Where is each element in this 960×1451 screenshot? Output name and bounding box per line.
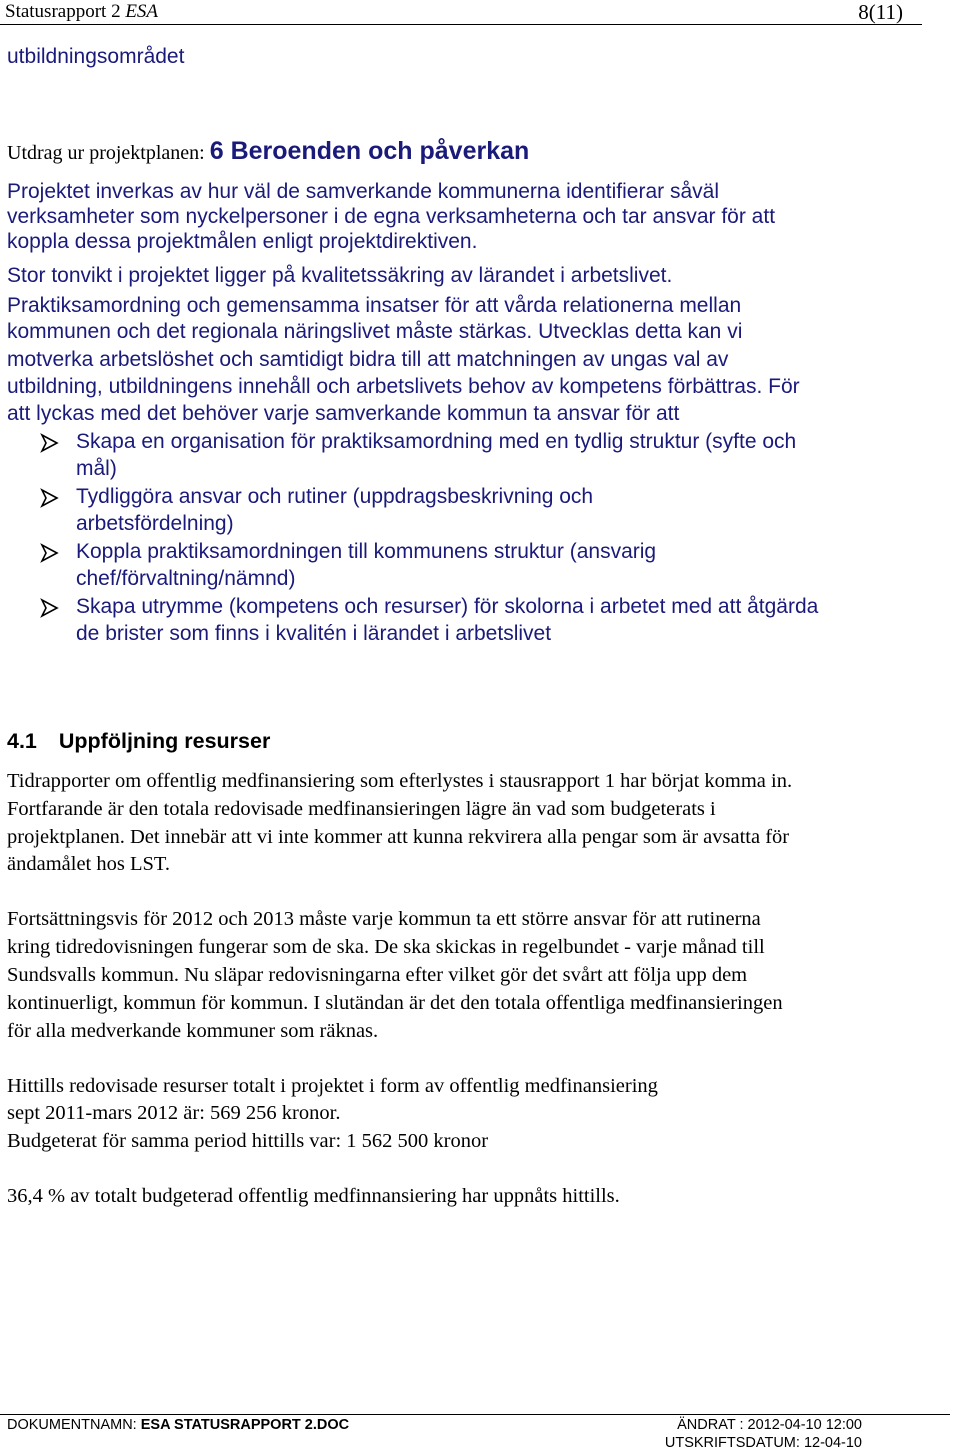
footer-docname-label: DOKUMENTNAMN: — [7, 1417, 141, 1433]
excerpt-para1-line: verksamheter som nyckelpersoner i de egna verksamheterna och tar ansvar för att — [7, 205, 776, 228]
body-para2-line: kontinuerligt, kommun för kommun. I slutändan är det den totala offentliga medfinansieringen — [7, 992, 783, 1014]
section-number: 4.1 — [7, 729, 37, 753]
bullet-item-line: arbetsfördelning) — [76, 512, 234, 535]
body-para2-line: Sundsvalls kommun. Nu släpar redovisningarna efter vilket gör det svårt att följa upp dem — [7, 964, 748, 986]
section-title: Uppföljning resurser — [58, 729, 271, 753]
bullet-item-line: Tydliggöra ansvar och rutiner (uppdragsbeskrivning och — [76, 485, 594, 508]
footer-changed: ÄNDRAT : 2012-04-10 12:00 — [677, 1417, 862, 1433]
body-para2-line: kring tidredovisningen fungerar som de ska. De ska skickas in regelbundet - varje månad till — [7, 936, 765, 958]
excerpt-lead: Utdrag ur projektplanen: — [7, 142, 210, 164]
excerpt-para2-line: kommunen och det regionala näringslivet måste stärkas. Utvecklas detta kan vi — [7, 320, 743, 343]
footer-docname — [7, 1417, 349, 1433]
intro-word: utbildningsområdet — [7, 45, 185, 68]
bullet-item-line: mål) — [76, 457, 117, 480]
body-para3-line: Budgeterat för samma period hittills var: 1 562 500 kronor — [7, 1130, 489, 1152]
footer-printed: UTSKRIFTSDATUM: 12-04-10 — [664, 1435, 862, 1451]
bullet-item-line: chef/förvaltning/nämnd) — [76, 567, 296, 590]
arrowhead-bullet-icon — [40, 488, 60, 508]
header-title-prefix: Statusrapport 2 — [5, 1, 126, 22]
header-title-italic: ESA — [125, 1, 159, 22]
footer-divider — [0, 1414, 950, 1415]
excerpt-para2-line: motverka arbetslöshet och samtidigt bidra till att matchningen av ungas val av — [7, 348, 729, 371]
excerpt-para1-line: koppla dessa projektmålen enligt projektdirektiven. — [7, 230, 478, 253]
body-para4-line: 36,4 % av totalt budgeterad offentlig medfinnansiering har uppnåts hittills. — [7, 1185, 620, 1207]
body-para1-line: Fortfarande är den totala redovisade medfinansieringen lägre än vad som budgeterats i — [7, 798, 716, 820]
excerpt-para2-line: Praktiksamordning och gemensamma insatser för att vårda relationerna mellan — [7, 294, 742, 317]
excerpt-heading-line — [7, 137, 529, 166]
page-number: 8(11) — [858, 0, 903, 24]
bullet-item-line: Koppla praktiksamordningen till kommunens struktur (ansvarig — [76, 540, 657, 563]
body-para3-line: Hittills redovisade resurser totalt i projektet i form av offentlig medfinansiering — [7, 1075, 658, 1097]
footer-docname-value: ESA STATUSRAPPORT 2.DOC — [140, 1417, 350, 1433]
arrowhead-bullet-icon — [40, 433, 60, 453]
body-para1-line: ändamålet hos LST. — [7, 853, 171, 875]
bullet-item-line: Skapa utrymme (kompetens och resurser) för skolorna i arbetet med att åtgärda — [76, 595, 819, 618]
arrowhead-bullet-icon — [40, 543, 60, 563]
header-title — [5, 0, 158, 24]
body-para2-line: Fortsättningsvis för 2012 och 2013 måste varje kommun ta ett större ansvar för att rutinerna — [7, 908, 761, 930]
header-divider — [0, 24, 922, 25]
bullet-item-line: de brister som finns i kvalitén i lärandet i arbetslivet — [76, 622, 552, 645]
bullet-item-line: Skapa en organisation för praktiksamordning med en tydlig struktur (syfte och — [76, 430, 797, 453]
body-para1-line: projektplanen. Det innebär att vi inte kommer att kunna rekvirera alla pengar som är avsatta för — [7, 826, 790, 848]
arrowhead-bullet-icon — [40, 598, 60, 618]
section-heading — [7, 729, 270, 754]
body-para3-line: sept 2011-mars 2012 är: 569 256 kronor. — [7, 1102, 341, 1124]
body-para2-line: för alla medverkande kommuner som räknas. — [7, 1020, 379, 1042]
body-para1-line: Tidrapporter om offentlig medfinansiering som efterlystes i stausrapport 1 har börjat komma in. — [7, 770, 793, 792]
excerpt-para2-line: att lyckas med det behöver varje samverkande kommun ta ansvar för att — [7, 402, 680, 425]
excerpt-para2-line: utbildning, utbildningens innehåll och arbetslivets behov av kompetens förbättras. För — [7, 375, 800, 398]
excerpt-para2-line: Stor tonvikt i projektet ligger på kvalitetssäkring av lärandet i arbetslivet. — [7, 264, 673, 287]
excerpt-para1-line: Projektet inverkas av hur väl de samverkande kommunerna identifierar såväl — [7, 180, 720, 203]
excerpt-heading: 6 Beroenden och påverkan — [209, 137, 530, 165]
